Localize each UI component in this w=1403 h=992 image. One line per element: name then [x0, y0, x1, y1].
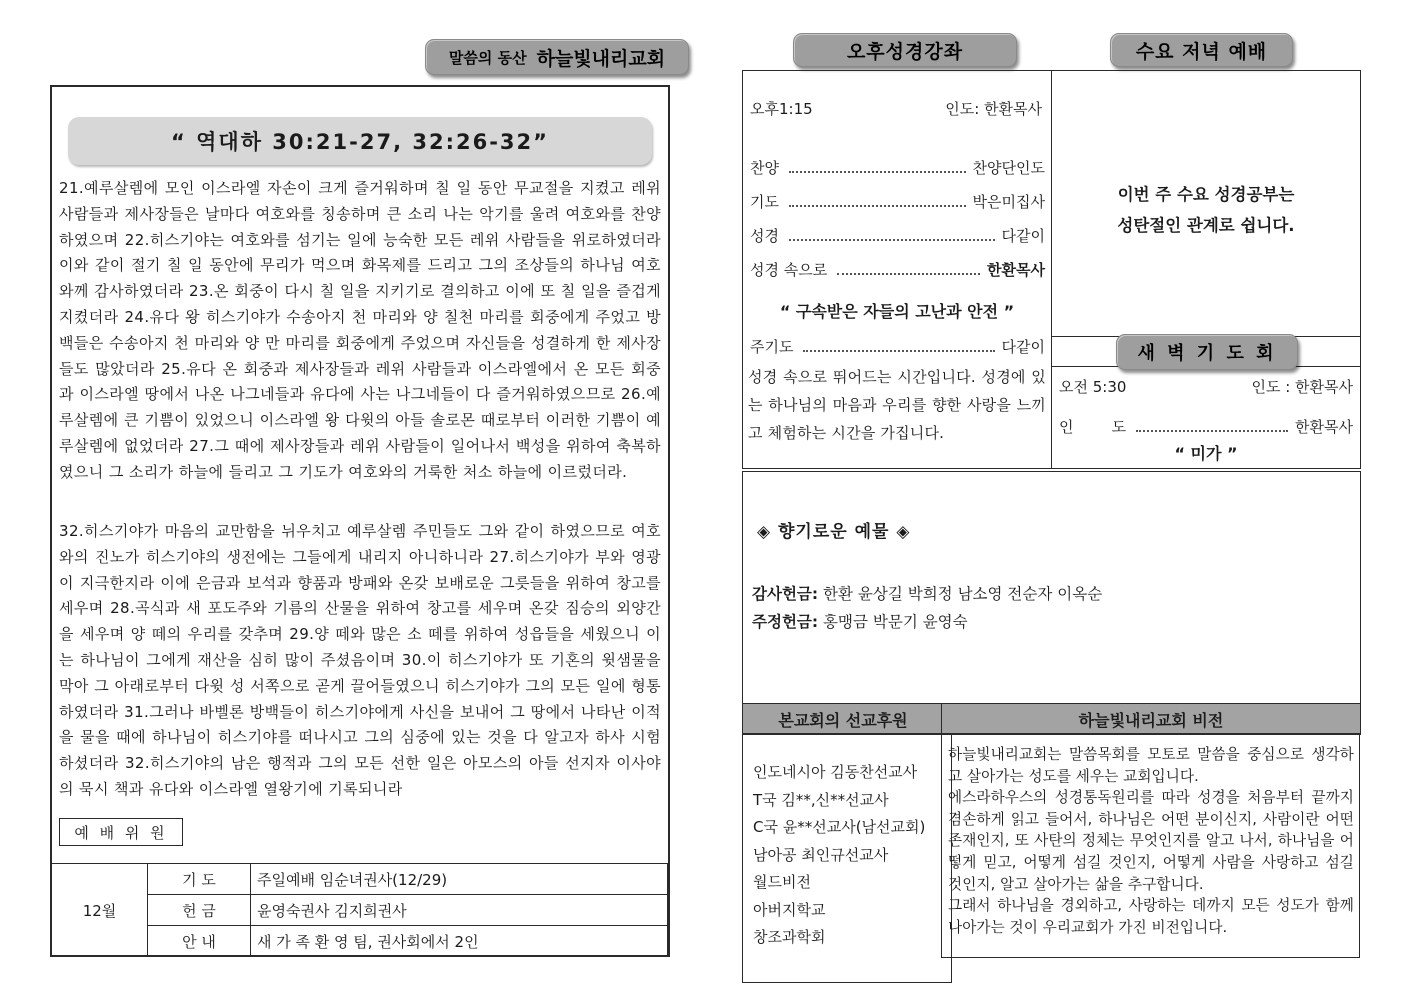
program-label: 성경 — [750, 227, 779, 245]
worship-committee-label — [59, 818, 183, 846]
weekly-offering-names: 홍맹금 박문기 윤영숙 — [818, 613, 968, 631]
lords-prayer-label: 주기도 — [750, 338, 794, 356]
offerings-title: ◈ 향기로운 예물 ◈ — [757, 522, 911, 542]
list-item: 창조과학회 — [753, 928, 826, 946]
vision-paragraph: 에스라하우스의 성경통독원리를 따라 성경을 처음부터 끝까지 겸손하게 읽고 들어서, 하나님은 어떤 분이신지, 사람이란 어떤 존재인지, 또 사탄의 정체는 무엇인지를 알고 나서, 하나님을 어떻게 믿고, 어떻게 섬길 것인지, 어떻게 사람을 사랑하고 섬길 것인지, 알고 살아가는 삶을 추구합니다. — [948, 789, 1354, 893]
mission-vision-table — [742, 703, 1359, 959]
dotted-leader — [1136, 430, 1288, 432]
list-item: T국 김**,신**선교사 — [753, 790, 889, 809]
committee-month-cell: 12월 — [52, 864, 148, 957]
dotted-leader — [837, 273, 980, 275]
program-label: 기도 — [750, 193, 779, 211]
dawn-leader: 인도 : 한환목사 — [1251, 378, 1353, 396]
sermon-title: “ 구속받은 자들의 고난과 안전 ” — [779, 302, 1015, 321]
thanks-offering-names: 한환 윤상길 박희정 남소영 전순자 이옥순 — [818, 585, 1103, 603]
thanks-offering-line — [752, 582, 1102, 604]
dawn-prayer-band — [1052, 336, 1360, 367]
dawn-book-title: “ 미가 ” — [1174, 444, 1238, 463]
wednesday-notice — [1052, 179, 1360, 241]
program-item — [750, 191, 1045, 212]
program-label: 찬양 — [750, 159, 779, 177]
scripture-passage-1: 21.예루살렘에 모인 이스라엘 자손이 크게 즐거워하며 칠 일 동안 무교절을 지켰고 레위 사람들과 제사장들은 날마다 여호와를 칭송하며 큰 소리 나는 악기를 울려 여호와를 찬양하였으며 22.히스기야는 여호와를 섬기는 일에 능숙한 모든 레위 사람들을 위로하였더라 이와 같이 절기 칠 일 동안에 무리가 먹으며 화목제를 드리고 그의 조상들의 하나님 여호와께 감사하였더라 23.온 회중이 다시 칠 일을 지키기로 결의하고 이에 또 칠 일을 즐겁게 지켰더라 24.유다 왕 히스기야가 수송아지 천 마리와 양 칠천 마리를 회중에게 주었고 방백들은 수송아지 천 마리와 양 만 마리를 회중에게 주었으며 자신들을 성결하게 한 제사장들도 많았더라 25.유다 온 회중과 제사장들과 레위 사람들과 이스라엘에서 온 모든 회중과 이스라엘 땅에서 나온 나그네들과 유다에 사는 나그네들이 다 즐거워하였으므로 26.예루살렘에 큰 기쁨이 있었으니 이스라엘 왕 다윗의 아들 솔로몬 때로부터 이러한 기쁨이 예루살렘에 없었더라 27.그 때에 제사장들과 레위 사람들이 일어나서 백성을 위하여 축복하였으니 그 소리가 하늘에 들리고 그 기도가 여호와의 거룩한 처소 하늘에 이르렀더라. — [59, 179, 661, 481]
vision-header-cell — [941, 703, 1361, 735]
committee-role-cell: 안 내 — [148, 926, 251, 957]
afternoon-leader: 인도: 한환목사 — [945, 100, 1042, 118]
dotted-leader — [789, 239, 995, 241]
worship-committee-table — [51, 863, 668, 957]
church-tab-prefix: 말씀의 동산 — [448, 48, 527, 67]
church-name-tab — [425, 39, 689, 75]
mission-header-cell — [742, 703, 944, 735]
dawn-program-row — [1059, 416, 1353, 437]
scripture-passage-2: 32.히스기야가 마음의 교만함을 뉘우치고 예루살렘 주민들도 그와 같이 하였으므로 여호와의 진노가 히스기야의 생전에는 그들에게 내리지 아니하니라 27.히스기야가 부와 영광이 지극한지라 이에 은금과 보석과 향품과 방패와 온갖 보배로운 그릇들을 위하여 창고를 세우며 28.곡식과 새 포도주와 기름의 산물을 위하여 창고를 세우며 온갖 짐승의 외양간을 세우며 양 떼의 우리를 갖추며 29.양 떼와 많은 소 떼를 위하여 성읍들을 세웠으니 이는 하나님이 그에게 재산을 심히 많이 주셨음이며 30.이 히스기야가 또 기혼의 윗샘물을 막아 그 아래로부터 다윗 성 서쪽으로 곧게 끌어들였으니 히스기야가 그의 모든 일에 형통하였더라 31.그러나 바벨론 방백들이 히스기야에게 사신을 보내어 그 땅에서 나타난 이적을 물을 때에 하나님이 히스기야를 떠나시고 그의 심중에 있는 것을 다 알고자 하사 시험하셨더라 32.히스기야의 남은 행적과 그의 모든 선한 일은 아모스의 아들 선지자 이사야의 묵시 책과 유다와 이스라엘 열왕기에 기록되니라 — [59, 522, 661, 798]
program-value: 찬양단인도 — [972, 159, 1045, 177]
wednesday-notice-line2: 성탄절인 관계로 쉽니다. — [1117, 216, 1295, 235]
program-value: 한환목사 — [987, 261, 1045, 279]
church-tab-name: 하늘빛내리교회 — [536, 47, 666, 70]
program-value: 박은미집사 — [972, 193, 1045, 211]
dawn-item-label: 인 도 — [1059, 418, 1127, 436]
committee-value-cell: 새 가 족 환 영 팀, 권사회에서 2인 — [251, 926, 668, 957]
dawn-item-value: 한환목사 — [1295, 418, 1353, 436]
dotted-leader — [803, 350, 994, 352]
program-item — [750, 225, 1045, 246]
wednesday-worship-section — [1052, 71, 1360, 468]
afternoon-time-row — [750, 98, 1042, 119]
afternoon-bible-header-text: 오후성경강좌 — [846, 40, 964, 63]
program-item — [750, 259, 1045, 280]
afternoon-description: 성경 속으로 뛰어드는 시간입니다. 성경에 있는 하나님의 마음과 우리를 향한 사랑을 느끼고 체험하는 시간을 가집니다. — [748, 368, 1046, 442]
dotted-leader — [789, 171, 966, 173]
wednesday-worship-header — [1110, 33, 1293, 67]
dotted-leader — [789, 205, 966, 207]
mission-header-text: 본교회의 선교후원 — [778, 710, 908, 730]
dawn-prayer-header — [1116, 334, 1298, 370]
scripture-title-bar — [68, 117, 652, 165]
thanks-offering-label: 감사헌금: — [752, 585, 819, 603]
dawn-prayer-header-text: 새 벽 기 도 회 — [1137, 343, 1277, 364]
afternoon-bible-header — [793, 33, 1017, 67]
list-item: 아버지학교 — [753, 900, 826, 919]
offerings-section — [742, 471, 1361, 704]
lords-prayer-row — [750, 336, 1045, 357]
vision-paragraph: 하늘빛내리교회는 말씀목회를 모토로 말씀을 중심으로 생각하고 살아가는 성도를 세우는 교회입니다. — [948, 746, 1354, 785]
committee-value-cell: 윤영숙권사 김지희권사 — [251, 895, 668, 926]
afternoon-program — [750, 157, 1045, 293]
wednesday-notice-line1: 이번 주 수요 성경공부는 — [1117, 185, 1295, 204]
vision-paragraph: 그래서 하나님을 경외하고, 사랑하는 데까지 모든 성도가 함께 나아가는 것이 우리교회가 가진 비전입니다. — [948, 897, 1354, 936]
vision-header-text: 하늘빛내리교회 비전 — [1078, 710, 1224, 730]
list-item: 월드비전 — [753, 873, 811, 891]
table-row — [52, 864, 668, 895]
dawn-time-row — [1059, 376, 1353, 397]
committee-role-cell: 헌 금 — [148, 895, 251, 926]
committee-value-cell: 주일예배 임순녀권사(12/29) — [251, 864, 668, 895]
list-item: 남아공 최인규선교사 — [753, 845, 889, 864]
dawn-time: 오전 5:30 — [1059, 378, 1127, 396]
committee-role-cell: 기 도 — [148, 864, 251, 895]
left-page — [50, 85, 670, 957]
weekly-offering-label: 주정헌금: — [752, 613, 819, 631]
afternoon-time: 오후1:15 — [750, 100, 813, 118]
lords-prayer-value: 다같이 — [1001, 338, 1045, 356]
program-label: 성경 속으로 — [750, 261, 828, 279]
wednesday-worship-header-text: 수요 저녁 예배 — [1135, 40, 1268, 63]
worship-committee-text: 예 배 위 원 — [74, 823, 168, 842]
weekly-offering-line — [752, 610, 968, 632]
program-value: 다같이 — [1001, 227, 1045, 245]
afternoon-bible-section — [743, 71, 1051, 468]
right-top-frame — [742, 70, 1361, 469]
list-item: 인도네시아 김동찬선교사 — [753, 763, 918, 781]
vision-text-cell — [941, 733, 1360, 958]
list-item: C국 윤**선교사(남선교회) — [753, 818, 926, 836]
mission-list-cell — [742, 733, 952, 983]
program-item — [750, 157, 1045, 178]
scripture-title: “ 역대하 30:21-27, 32:26-32” — [171, 130, 549, 154]
